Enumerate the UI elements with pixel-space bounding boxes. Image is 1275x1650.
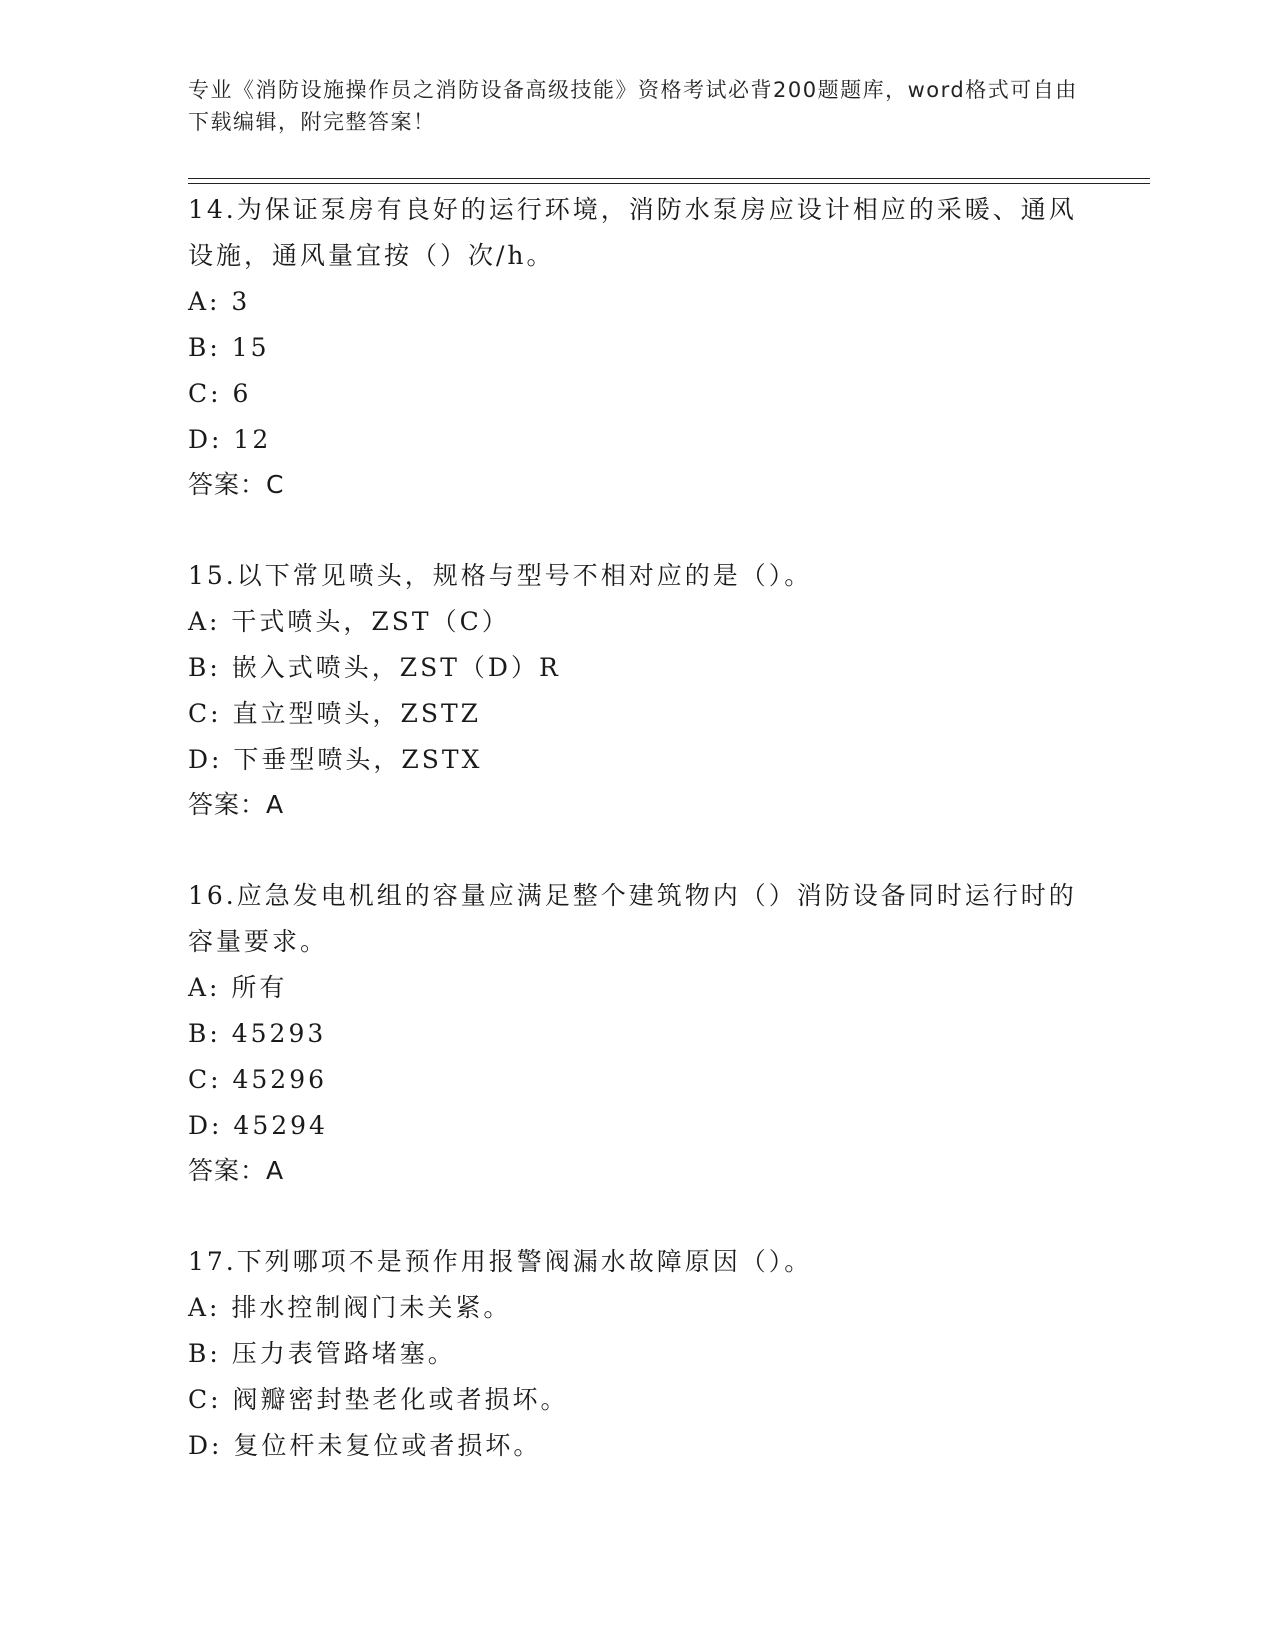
option-c: C: 直立型喷头，ZSTZ (188, 699, 482, 728)
option-a: A: 排水控制阀门未关紧。 (188, 1293, 512, 1322)
question-stem: 15.以下常见喷头，规格与型号不相对应的是（）。 (188, 561, 813, 590)
answer: 答案：A (188, 790, 285, 819)
question-stem: 16.应急发电机组的容量应满足整个建筑物内（）消防设备同时运行时的容量要求。 (188, 881, 1077, 956)
document-header: 专业《消防设施操作员之消防设备高级技能》资格考试必背200题题库，word格式可自由下载编辑，附完整答案！ (188, 78, 1078, 134)
option-d: D: 下垂型喷头，ZSTX (188, 745, 483, 774)
question-16 (188, 873, 1088, 1193)
question-15 (188, 553, 1088, 827)
question-stem: 17.下列哪项不是预作用报警阀漏水故障原因（）。 (188, 1247, 813, 1276)
option-b: B: 15 (188, 333, 270, 362)
option-a: A: 3 (188, 287, 251, 316)
option-d: D: 复位杆未复位或者损坏。 (188, 1431, 542, 1460)
header-divider-bottom (188, 183, 1150, 184)
option-b: B: 压力表管路堵塞。 (188, 1339, 456, 1368)
option-a: A: 干式喷头，ZST（C） (188, 607, 510, 636)
question-stem: 14.为保证泵房有良好的运行环境，消防水泵房应设计相应的采暖、通风设施，通风量宜按（）次/h。 (188, 195, 1077, 270)
header-divider-top (188, 178, 1150, 179)
question-14 (188, 187, 1088, 507)
option-b: B: 嵌入式喷头，ZST（D）R (188, 653, 561, 682)
option-c: C: 6 (188, 379, 252, 408)
option-c: C: 45296 (188, 1065, 328, 1094)
answer: 答案：A (188, 1156, 285, 1185)
answer: 答案：C (188, 470, 285, 499)
question-17 (188, 1239, 1088, 1469)
option-c: C: 阀瓣密封垫老化或者损坏。 (188, 1385, 569, 1414)
option-b: B: 45293 (188, 1019, 327, 1048)
option-a: A: 所有 (188, 973, 288, 1002)
option-d: D: 45294 (188, 1111, 328, 1140)
option-d: D: 12 (188, 425, 272, 454)
question-list (188, 187, 1088, 1515)
